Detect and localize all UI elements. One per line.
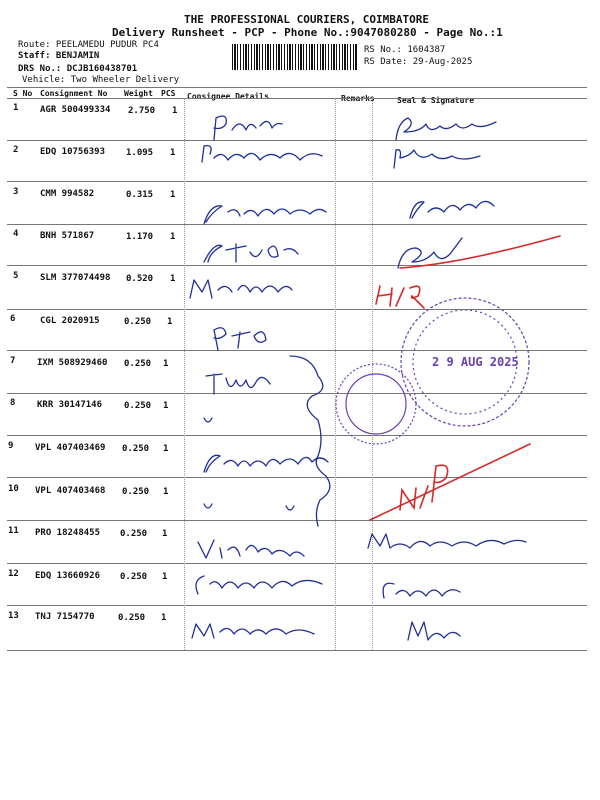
row-sno: 3 — [13, 187, 19, 197]
col-consignment: Consignment No — [40, 89, 108, 98]
remark-np-mark — [400, 465, 448, 510]
row-consignment: PRO 18248455 — [35, 528, 101, 538]
row-pcs: 1 — [170, 274, 176, 284]
row-weight: 1.095 — [126, 148, 154, 158]
col-weight: Weight — [124, 89, 153, 98]
row-weight: 0.250 — [120, 572, 148, 582]
row-consignment: VPL 407403468 — [35, 486, 106, 496]
row-weight: 0.520 — [126, 274, 154, 284]
round-seal-inner — [346, 374, 406, 434]
remark-hr-mark — [376, 286, 424, 308]
row-weight: 0.250 — [122, 444, 150, 454]
seal-signature — [383, 583, 460, 598]
consignee-signature — [204, 206, 326, 224]
row-pcs: 1 — [172, 106, 178, 116]
row-pcs: 1 — [162, 529, 168, 539]
row-consignment: AGR 500499334 — [40, 105, 111, 115]
row-pcs: 1 — [167, 317, 173, 327]
rs-date: RS Date: 29-Aug-2025 — [364, 57, 473, 67]
consignee-signature — [206, 374, 270, 394]
vehicle-label: Vehicle: Two Wheeler Delivery — [22, 75, 180, 85]
row-sno: 11 — [8, 526, 19, 536]
route-label: Route: PEELAMEDU PUDUR PC4 — [18, 40, 159, 50]
row-sno: 12 — [8, 569, 19, 579]
row-sno: 4 — [13, 229, 19, 239]
company-name: THE PROFESSIONAL COURIERS, COIMBATORE — [184, 13, 430, 26]
row-sno: 7 — [10, 356, 16, 366]
row-sno: 2 — [13, 145, 19, 155]
row-consignment: EDQ 10756393 — [40, 147, 106, 157]
consignee-signature — [202, 146, 322, 162]
seal-signature — [408, 622, 460, 640]
row-pcs: 1 — [170, 190, 176, 200]
row-sno: 13 — [8, 611, 19, 621]
seal-signature — [396, 118, 496, 140]
seal-signature — [368, 534, 526, 548]
col-sno: S No — [13, 89, 33, 98]
row-weight: 0.250 — [124, 359, 152, 369]
consignee-signature — [214, 328, 266, 350]
round-seal-stamp — [336, 364, 416, 444]
row-consignment: IXM 508929460 — [37, 358, 108, 368]
consignee-signature — [192, 624, 314, 638]
red-slash — [370, 236, 560, 520]
row-consignment: TNJ 7154770 — [35, 612, 95, 622]
row-weight: 0.250 — [122, 487, 150, 497]
seal-signature — [394, 150, 480, 168]
row-sno: 10 — [8, 484, 19, 494]
row-consignment: KRR 30147146 — [37, 400, 103, 410]
row-consignment: SLM 377074498 — [40, 273, 111, 283]
row-sno: 5 — [13, 271, 19, 281]
col-seal-signature: Seal & Signature — [397, 96, 475, 105]
row-weight: 2.750 — [128, 106, 156, 116]
col-remarks: Remarks — [341, 94, 375, 103]
row-pcs: 1 — [163, 401, 169, 411]
row-consignment: CMM 994582 — [40, 189, 95, 199]
runsheet-title: Delivery Runsheet - PCP - Phone No.:9047080280 - Page No.:1 — [112, 26, 503, 39]
seal-signature — [398, 238, 462, 268]
row-pcs: 1 — [170, 148, 176, 158]
consignee-signature — [190, 280, 292, 298]
row-pcs: 1 — [163, 359, 169, 369]
consignee-signature — [204, 244, 298, 262]
staff-label: Staff: BENJAMIN — [18, 51, 100, 61]
consignee-signature — [204, 455, 328, 472]
row-pcs: 1 — [163, 444, 169, 454]
consignee-signature — [214, 116, 282, 140]
row-consignment: VPL 407403469 — [35, 443, 106, 453]
row-weight: 0.315 — [126, 190, 154, 200]
row-sno: 1 — [13, 103, 19, 113]
stamp-date: 2 9 AUG 2025 — [432, 355, 519, 369]
row-consignment: BNH 571867 — [40, 231, 95, 241]
row-weight: 0.250 — [118, 613, 146, 623]
row-weight: 0.250 — [124, 317, 152, 327]
row-pcs: 1 — [163, 487, 169, 497]
row-weight: 1.170 — [126, 232, 154, 242]
col-consignee: Consignee Details — [187, 92, 269, 101]
row-consignment: CGL 2020915 — [40, 316, 100, 326]
row-pcs: 1 — [162, 572, 168, 582]
row-sno: 9 — [8, 441, 14, 451]
row-consignment: EDQ 13660926 — [35, 571, 101, 581]
rs-number: RS No.: 1604387 — [364, 45, 446, 55]
row-sno: 8 — [10, 398, 16, 408]
consignee-signature — [198, 540, 304, 558]
col-pcs: PCS — [161, 89, 176, 98]
row-weight: 0.250 — [120, 529, 148, 539]
consignee-signature — [196, 576, 322, 594]
row-weight: 0.250 — [124, 401, 152, 411]
drs-number: DRS No.: DCJB160438701 — [18, 64, 138, 74]
brace-mark — [290, 356, 330, 526]
row-pcs: 1 — [161, 613, 167, 623]
row-pcs: 1 — [170, 232, 176, 242]
seal-signature — [410, 201, 494, 218]
row-sno: 6 — [10, 314, 16, 324]
